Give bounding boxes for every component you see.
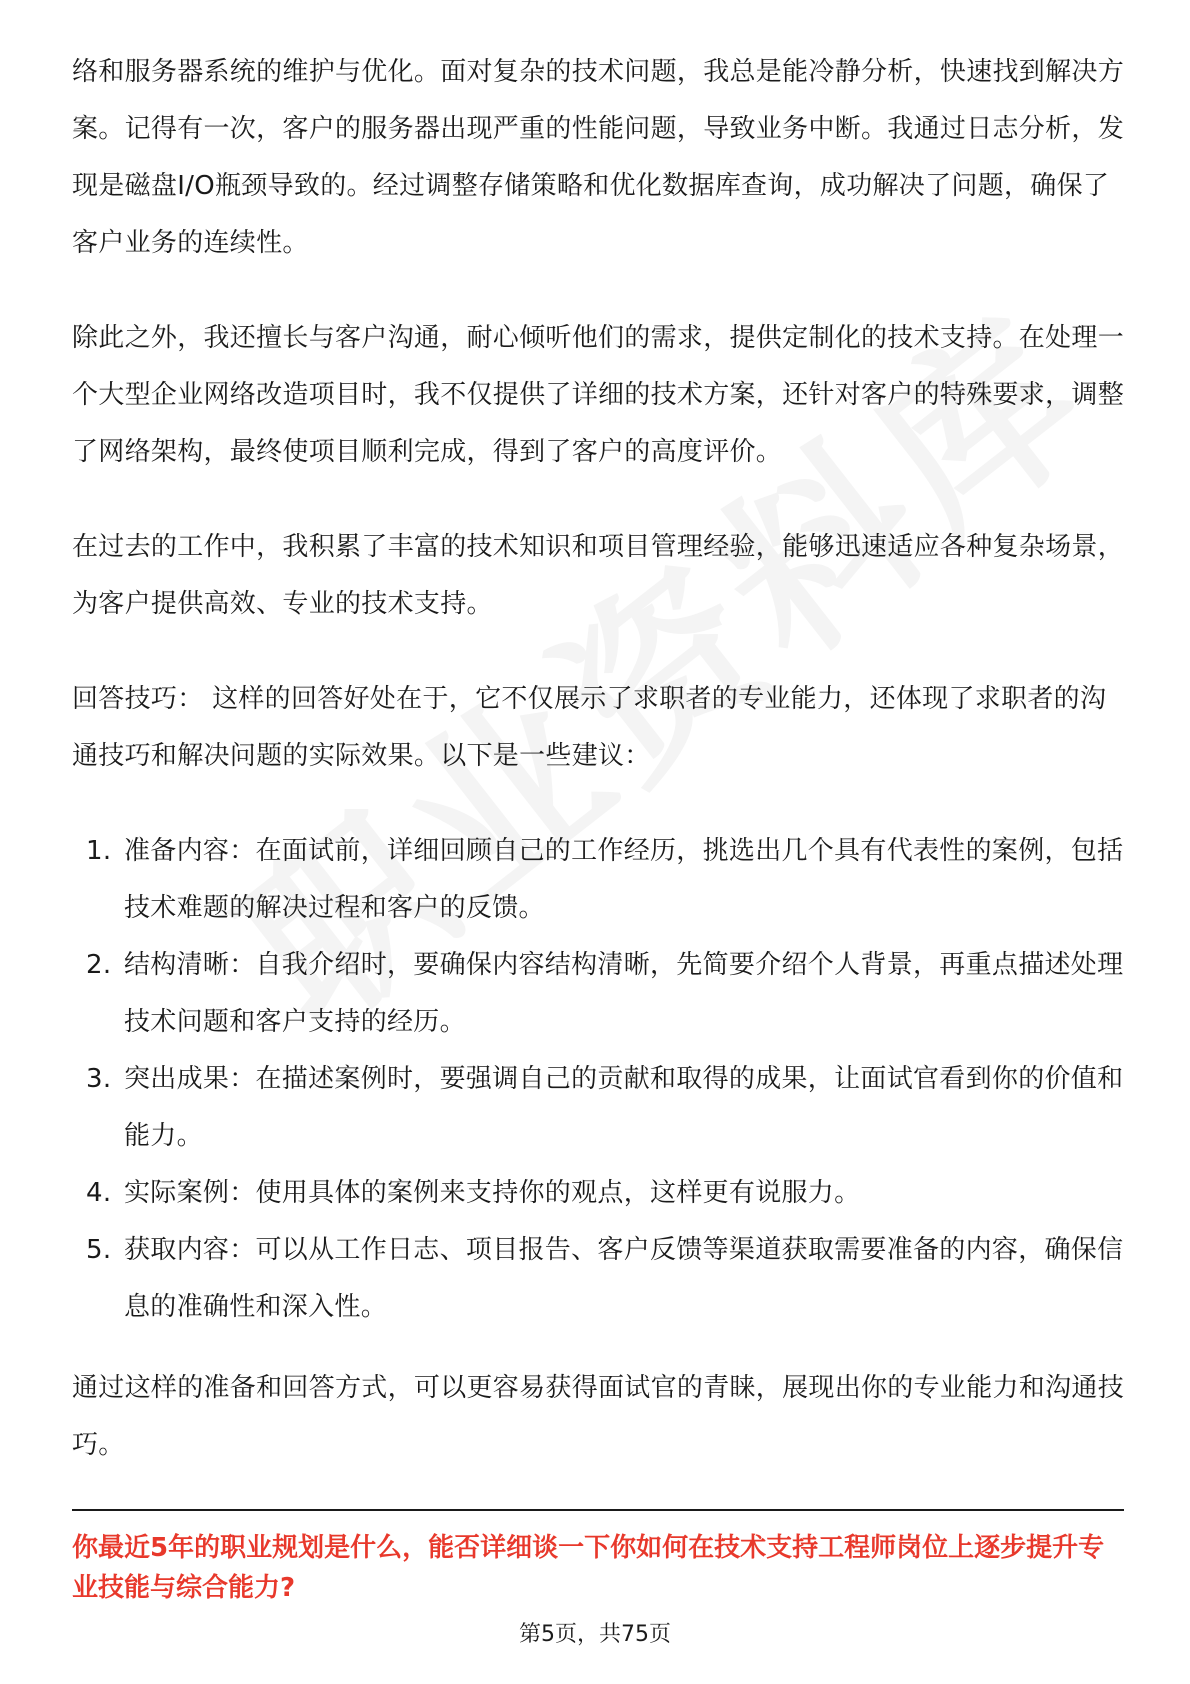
list-item-text: 实际案例：使用具体的案例来支持你的观点，这样更有说服力。 [124,1178,861,1208]
list-item-text: 结构清晰：自我介绍时，要确保内容结构清晰，先简要介绍个人背景，再重点描述处理技术问题和客户支持的经历。 [124,950,1124,1037]
paragraph-intro-continued: 络和服务器系统的维护与优化。面对复杂的技术问题，我总是能冷静分析，快速找到解决方案。记得有一次，客户的服务器出现严重的性能问题，导致业务中断。我通过日志分析，发现是磁盘I/O瓶颈导致的。经过调整存储策略和优化数据库查询，成功解决了问题，确保了客户业务的连续性。 [72,57,1125,258]
list-item [72,823,1124,937]
paragraph-answer-tips: 回答技巧： 这样的回答好处在于，它不仅展示了求职者的专业能力，还体现了求职者的沟通技巧和解决问题的实际效果。以下是一些建议： [72,684,1107,771]
paragraph-closing: 通过这样的准备和回答方式，可以更容易获得面试官的青睐，展现出你的专业能力和沟通技巧。 [72,1373,1125,1460]
list-item-text: 获取内容：可以从工作日志、项目报告、客户反馈等渠道获取需要准备的内容，确保信息的准确性和深入性。 [124,1235,1124,1322]
list-item [72,937,1124,1051]
tips-list [72,823,1124,1336]
list-item-number: 5. [86,1235,112,1265]
list-item-text: 准备内容：在面试前，详细回顾自己的工作经历，挑选出几个具有代表性的案例，包括技术难题的解决过程和客户的反馈。 [124,836,1124,923]
list-item-number: 1. [86,836,112,866]
paragraph-communication: 除此之外，我还擅长与客户沟通，耐心倾听他们的需求，提供定制化的技术支持。在处理一个大型企业网络改造项目时，我不仅提供了详细的技术方案，还针对客户的特殊要求，调整了网络架构，最终使项目顺利完成，得到了客户的高度评价。 [72,323,1125,467]
document-body [72,44,1124,1512]
list-item-text: 突出成果：在描述案例时，要强调自己的贡献和取得的成果，让面试官看到你的价值和能力。 [124,1064,1124,1151]
list-item-number: 4. [86,1178,112,1208]
paragraph-experience: 在过去的工作中，我积累了丰富的技术知识和项目管理经验，能够迅速适应各种复杂场景，为客户提供高效、专业的技术支持。 [72,532,1125,619]
list-item-number: 3. [86,1064,112,1094]
list-item-number: 2. [86,950,112,980]
list-item [72,1165,1124,1222]
list-item [72,1051,1124,1165]
list-item [72,1222,1124,1336]
section-divider [72,1509,1124,1511]
page-number: 第5页，共75页 [519,1622,671,1647]
next-question-heading: 你最近5年的职业规划是什么，能否详细谈一下你如何在技术支持工程师岗位上逐步提升专业技能与综合能力? [72,1533,1105,1603]
